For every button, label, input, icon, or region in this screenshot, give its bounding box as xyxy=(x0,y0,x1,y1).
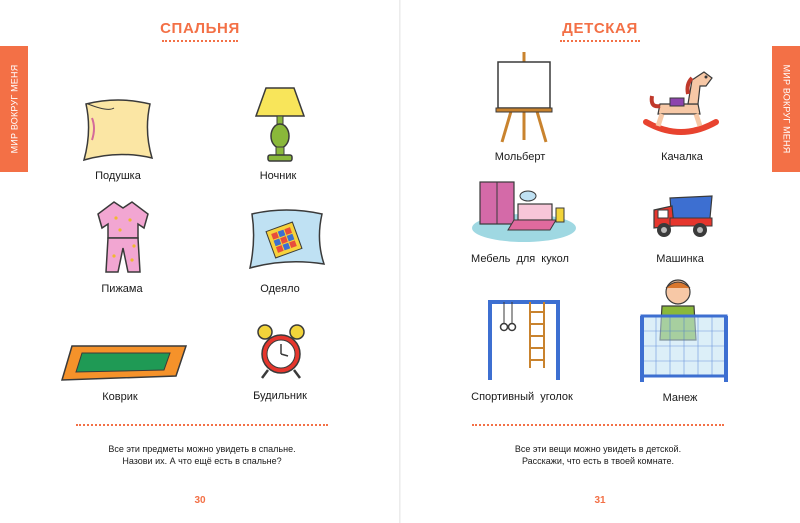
pajamas-icon xyxy=(94,198,152,274)
gym-set-icon xyxy=(482,296,566,382)
caption-line: Все эти вещи можно увидеть в детской. xyxy=(514,444,682,454)
caption-line: Назови их. А что ещё есть в спальне? xyxy=(122,456,282,466)
label-doll-furniture: Мебель для кукол xyxy=(471,253,569,265)
label-rocking-horse: Качалка xyxy=(661,151,703,163)
title-underline xyxy=(162,40,238,42)
easel-icon xyxy=(494,48,554,144)
label-pillow: Подушка xyxy=(95,170,141,182)
pillow-icon xyxy=(78,98,158,164)
side-tab-label: МИР ВОКРУГ МЕНЯ xyxy=(781,64,791,154)
lamp-icon xyxy=(252,84,308,164)
doll-furniture-icon xyxy=(468,178,576,244)
side-tab-label: МИР ВОКРУГ МЕНЯ xyxy=(9,64,19,154)
label-pajamas: Пижама xyxy=(101,283,143,295)
label-gym-set: Спортивный уголок xyxy=(471,391,573,403)
label-easel: Мольберт xyxy=(494,151,546,163)
caption-separator xyxy=(76,424,328,426)
playpen-icon xyxy=(634,276,734,384)
label-night-lamp: Ночник xyxy=(259,170,297,182)
alarm-clock-icon xyxy=(256,322,306,380)
caption-line: Все эти предметы можно увидеть в спальне. xyxy=(108,444,296,454)
caption-right xyxy=(448,443,748,467)
page-title-kids-room: ДЕТСКАЯ xyxy=(562,20,638,37)
blanket-icon xyxy=(246,206,328,272)
caption-line: Расскажи, что есть в твоей комнате. xyxy=(521,456,675,466)
side-tab-right xyxy=(772,46,800,172)
label-toy-truck: Машинка xyxy=(656,253,704,265)
page-title-bedroom: СПАЛЬНЯ xyxy=(160,20,240,37)
page-number: 30 xyxy=(194,495,206,506)
label-rug: Коврик xyxy=(102,391,138,403)
rocking-horse-icon xyxy=(642,64,720,138)
title-underline xyxy=(560,40,640,42)
page-number: 31 xyxy=(594,495,606,506)
label-playpen: Манеж xyxy=(662,392,698,404)
caption-left xyxy=(52,443,352,467)
caption-separator xyxy=(472,424,724,426)
toy-truck-icon xyxy=(650,192,716,238)
rug-icon xyxy=(58,340,190,384)
label-blanket: Одеяло xyxy=(260,283,300,295)
label-alarm-clock: Будильник xyxy=(253,390,307,402)
right-page xyxy=(400,0,800,523)
side-tab-left xyxy=(0,46,28,172)
